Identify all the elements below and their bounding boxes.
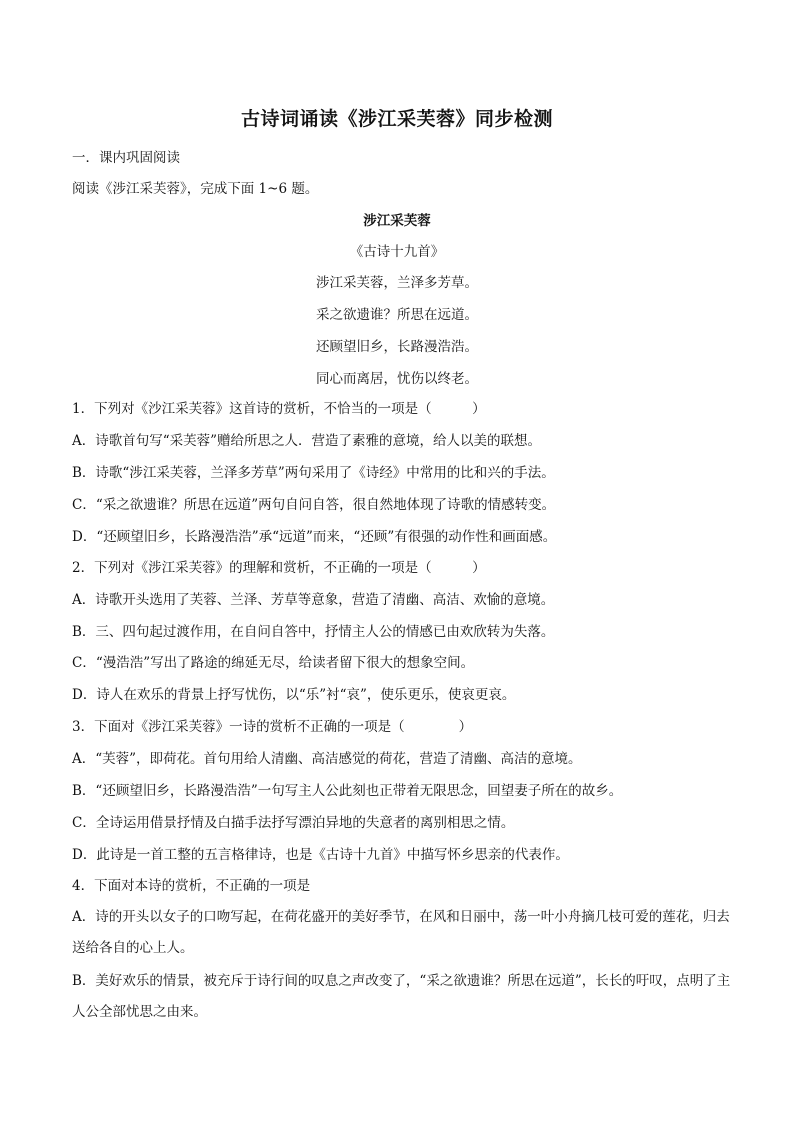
poem-line: 同心而离居，忧伤以终老。 (316, 371, 478, 387)
question-option: B．三、四句起过渡作用，在自问自答中，抒情主人公的情感已由欢欣转为失落。 (72, 624, 555, 640)
question-option: A．诗的开头以女子的口吻写起，在荷花盛开的美好季节，在风和日丽中，荡一叶小舟摘几枝可爱的莲花，归去送给各自的心上人。 (72, 909, 730, 956)
poem-line: 还顾望旧乡，长路漫浩浩。 (316, 339, 478, 355)
question-option: C．“漫浩浩”写出了路途的绵延无尽，给读者留下很大的想象空间。 (72, 655, 475, 671)
section-heading: 一．课内巩固阅读 (72, 150, 180, 166)
reading-instruction: 阅读《涉江采芙蓉》，完成下面 1~6 题。 (72, 181, 319, 197)
question-option: B．美好欢乐的情景，被充斥于诗行间的叹息之声改变了，“采之欲遗谁？所思在远道”，长长的吁叹，点明了主人公全部忧思之由来。 (72, 973, 731, 1020)
question-option: D．“还顾望旧乡，长路漫浩浩”承“远道”而来，“还顾”有很强的动作性和画面感。 (72, 529, 557, 545)
question-option: D．此诗是一首工整的五言格律诗，也是《古诗十九首》中描写怀乡思亲的代表作。 (72, 847, 569, 863)
poem-line: 涉江采芙蓉，兰泽多芳草。 (316, 275, 478, 291)
poem-title: 涉江采芙蓉 (363, 213, 431, 229)
poem-line: 采之欲遗谁？所思在远道。 (316, 307, 478, 323)
question-option: A．“芙蓉”，即荷花。首句用给人清幽、高洁感觉的荷花，营造了清幽、高洁的意境。 (72, 751, 582, 767)
question-option: A．诗歌首句写“采芙蓉”赠给所思之人．营造了素雅的意境，给人以美的联想。 (72, 433, 542, 449)
poem-source: 《古诗十九首》 (349, 244, 445, 260)
question-stem: 2．下列对《涉江采芙蓉》的理解和赏析，不正确的一项是（ ） (72, 560, 486, 576)
question-option: C．全诗运用借景抒情及白描手法抒写漂泊异地的失意者的离别相思之情。 (72, 815, 515, 831)
question-stem: 4．下面对本诗的赏析，不正确的一项是 (72, 878, 311, 894)
question-option: C．“采之欲遗谁？所思在远道”两句自问自答，很自然地体现了诗歌的情感转变。 (72, 497, 556, 513)
question-option: B．“还顾望旧乡，长路漫浩浩”一句写主人公此刻也正带着无限思念，回望妻子所在的故乡。 (72, 783, 623, 799)
document-title: 古诗词诵读《涉江采芙蓉》同步检测 (240, 108, 553, 130)
question-option: D．诗人在欢乐的背景上抒写忧伤，以“乐”衬“哀”，使乐更乐，使哀更哀。 (72, 687, 516, 703)
question-option: B．诗歌“涉江采芙蓉，兰泽多芳草”两句采用了《诗经》中常用的比和兴的手法。 (72, 465, 555, 481)
question-option: A．诗歌开头选用了芙蓉、兰泽、芳草等意象，营造了清幽、高洁、欢愉的意境。 (72, 592, 555, 608)
question-stem: 1．下列对《沙江采芙蓉》这首诗的赏析，不恰当的一项是（ ） (72, 401, 486, 417)
question-stem: 3．下面对《涉江采芙蓉》一诗的赏析不正确的一项是（ ） (72, 719, 473, 735)
